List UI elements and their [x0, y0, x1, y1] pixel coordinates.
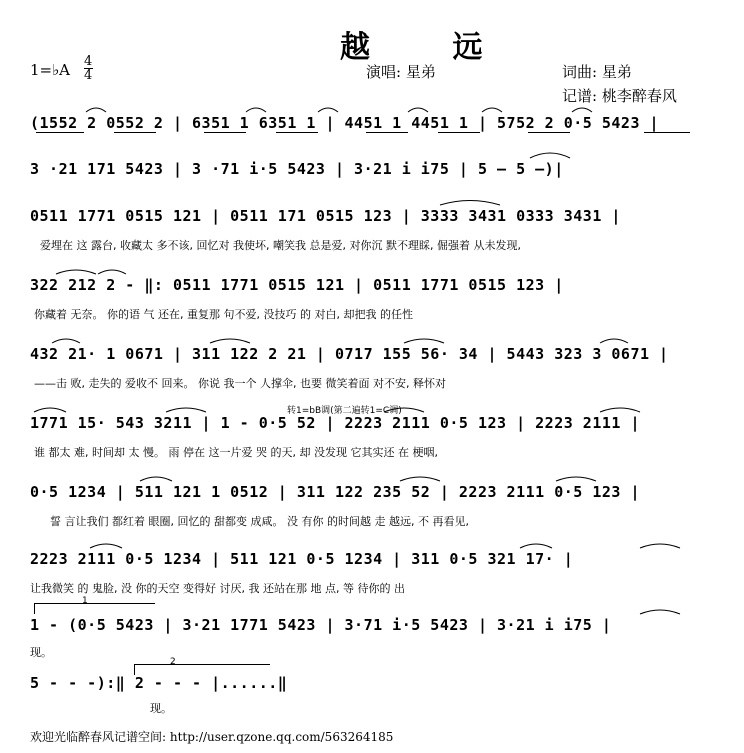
score-line-8: 2223 2111 0·5 1234 | 511 121 0·5 1234 | 311 0·5 321 17· | — [30, 550, 574, 568]
singer-credit: 演唱: 星弟 — [366, 63, 436, 81]
lyric-line-9: 现。 — [30, 646, 52, 659]
key-signature: 1=♭A — [30, 61, 71, 79]
score-line-7: 0·5 1234 | 511 121 1 0512 | 311 122 235 52 | 2223 2111 0·5 123 | — [30, 483, 640, 501]
time-sig-bottom: 4 — [84, 68, 93, 83]
footer-note: 欢迎光临醉春风记谱空间: http://user.qzone.qq.com/563264185 — [30, 730, 394, 744]
transcriber-credit: 记谱: 桃李醉春风 — [562, 87, 677, 105]
composer-credit: 词曲: 星弟 — [562, 63, 632, 81]
score-title: 越 远 — [340, 30, 519, 65]
lyric-line-7: 誓 言让我们 都红着 眼圈, 回忆的 甜都变 成咸。 没 有你 的时间越 走 越远, 不 再看见, — [50, 515, 469, 528]
score-line-1: (1552 2 0552 2 | 6351 1 6351 1 | 4451 1 4451 1 | 5752 2 0·5 5423 | — [30, 114, 660, 132]
score-line-5: 432 21· 1 0671 | 311 122 2 21 | 0717 155 56· 34 | 5443 323 3 0671 | — [30, 345, 669, 363]
second-ending-number: 2 — [170, 657, 176, 667]
first-ending-number: 1 — [82, 596, 88, 606]
lyric-line-4: 你藏着 无奈。 你的语 气 还在, 重复那 句不爱, 没技巧 的 对白, 却把我 的任性 — [34, 308, 413, 321]
score-line-4: 322 212 2 - ‖: 0511 1771 0515 121 | 0511 1771 0515 123 | — [30, 276, 564, 294]
lyric-line-10: 现。 — [150, 702, 172, 715]
score-line-9: 1 - (0·5 5423 | 3·21 1771 5423 | 3·71 i·5 5423 | 3·21 i i75 | — [30, 616, 612, 634]
score-line-3: 0511 1771 0515 121 | 0511 171 0515 123 | 3333 3431 0333 3431 | — [30, 207, 621, 225]
lyric-line-6: 谁 都太 难, 时间却 太 慢。 雨 停在 这一片爱 哭 的天, 却 没发现 它其实还 在 梗咽, — [34, 446, 438, 459]
score-line-2: 3 ·21 171 5423 | 3 ·71 i·5 5423 | 3·21 i i75 | 5 — 5 —)| — [30, 160, 564, 178]
time-sig-top: 4 — [84, 54, 93, 69]
modulation-note: 转1=bB调(第二遍转1=C调) — [287, 406, 402, 416]
score-line-10: 5 - - -):‖ 2 - - - |......‖ — [30, 674, 288, 692]
lyric-line-5: ——击 败, 走失的 爱收不 回来。 你说 我一个 人撑伞, 也要 微笑着面 对不安, 释怀对 — [34, 377, 446, 390]
score-line-6: 1771 15· 543 3211 | 1 - 0·5 52 | 2223 2111 0·5 123 | 2223 2111 | — [30, 414, 640, 432]
lyric-line-3: 爱埋在 这 露台, 收藏太 多不该, 回忆对 我使坏, 嘲笑我 总是爱, 对你沉 默不理睬, 倔强着 从未发现, — [40, 239, 521, 252]
lyric-line-8: 让我微笑 的 鬼脸, 没 你的天空 变得好 讨厌, 我 还站在那 地 点, 等 待你的 出 — [30, 582, 405, 595]
